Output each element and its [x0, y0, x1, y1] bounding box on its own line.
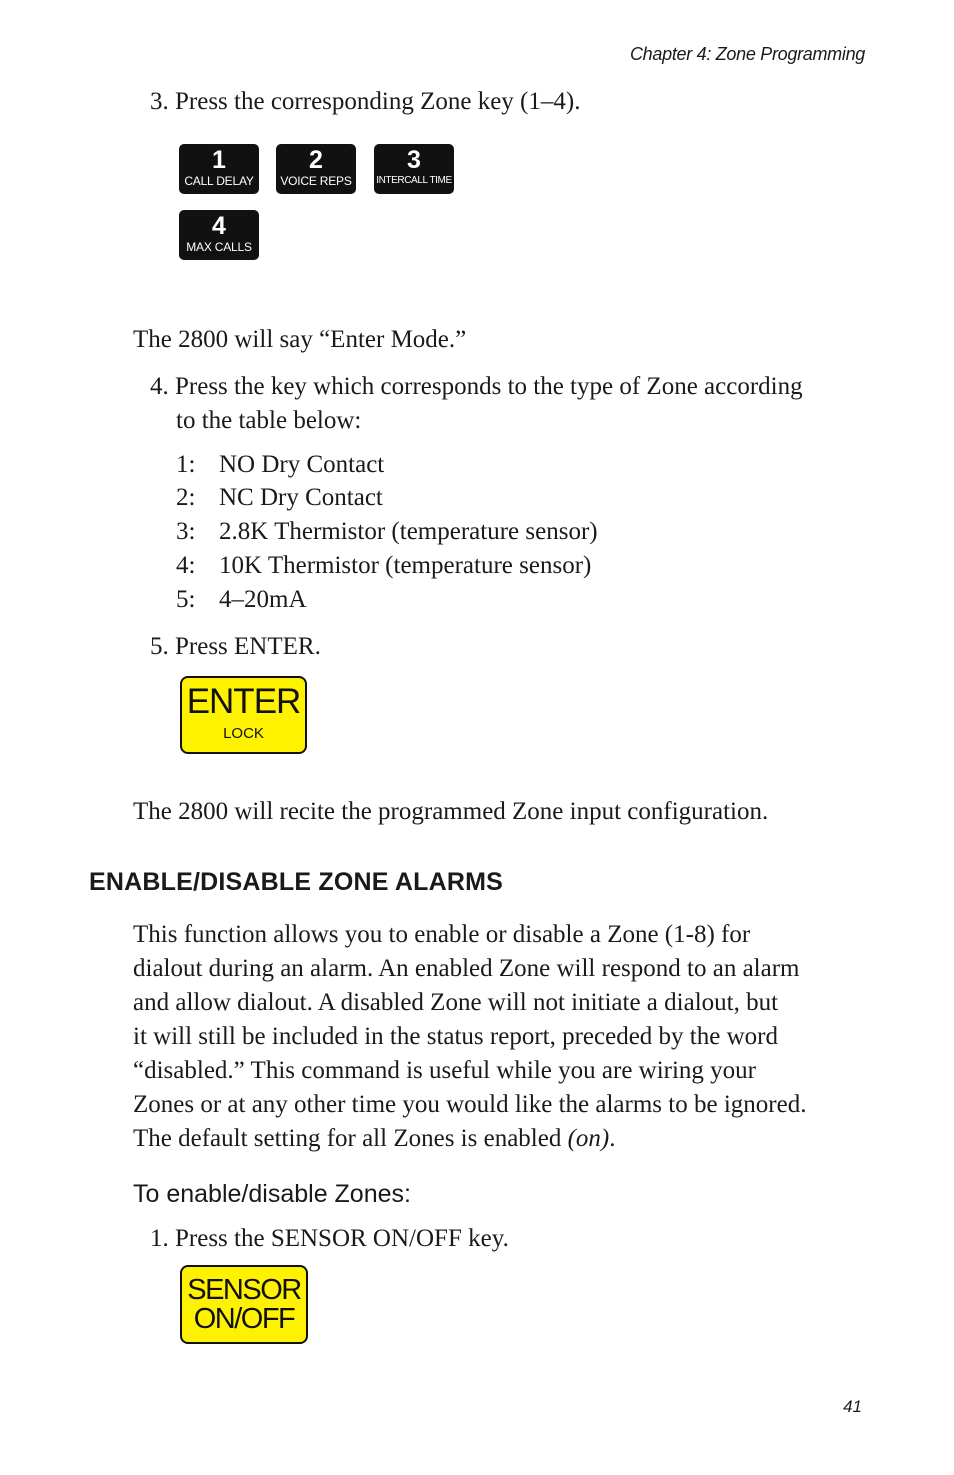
- zone-type-1-key: 1:: [176, 451, 196, 478]
- enter-key-sublabel: LOCK: [223, 725, 264, 742]
- step-5-text: 5. Press ENTER.: [150, 633, 321, 660]
- zone-key-3-label: INTERCALL TIME: [376, 175, 452, 186]
- sensor-key-line-1: SENSOR: [187, 1274, 301, 1306]
- page-number: 41: [843, 1397, 862, 1416]
- zone-key-2: [276, 144, 356, 194]
- zone-key-1-number: 1: [212, 146, 226, 174]
- paragraph-line: it will still be included in the status report, preceded by the word: [133, 1023, 778, 1050]
- zone-type-4-text: 10K Thermistor (temperature sensor): [219, 552, 592, 579]
- paragraph-line: and allow dialout. A disabled Zone will not initiate a dialout, but: [133, 989, 779, 1016]
- step-4-line-2: to the table below:: [176, 407, 362, 434]
- default-setting-period: .: [609, 1125, 616, 1152]
- zone-type-3-key: 3:: [176, 518, 196, 545]
- zone-type-2-text: NC Dry Contact: [219, 484, 383, 511]
- zone-type-4-key: 4:: [176, 552, 196, 579]
- zone-key-1: [179, 144, 259, 194]
- paragraph-line: Zones or at any other time you would like the alarms to be ignored.: [133, 1091, 807, 1118]
- paragraph-line: This function allows you to enable or disable a Zone (1-8) for: [133, 921, 751, 948]
- paragraph-line-last: [133, 1122, 806, 1156]
- default-setting-value: (on): [567, 1125, 610, 1152]
- zone-key-4-label: MAX CALLS: [186, 240, 252, 254]
- recite-text: The 2800 will recite the programmed Zone input configuration.: [133, 798, 769, 825]
- zone-key-2-number: 2: [309, 146, 323, 174]
- paragraph-line: dialout during an alarm. An enabled Zone will respond to an alarm: [133, 955, 800, 982]
- paragraph-line: “disabled.” This command is useful while you are wiring your: [133, 1057, 757, 1084]
- step-1-text: 1. Press the SENSOR ON/OFF key.: [150, 1225, 509, 1252]
- step-4-line-1: 4. Press the key which corresponds to the type of Zone according: [150, 373, 803, 400]
- section-title: ENABLE/DISABLE ZONE ALARMS: [89, 868, 504, 896]
- zone-type-5-text: 4–20mA: [219, 586, 307, 613]
- zone-key-4: [179, 210, 259, 260]
- running-header: Chapter 4: Zone Programming: [629, 44, 865, 64]
- default-setting-text: The default setting for all Zones is enabled: [133, 1125, 568, 1152]
- zone-key-2-label: VOICE REPS: [280, 174, 352, 188]
- zone-type-3-text: 2.8K Thermistor (temperature sensor): [219, 518, 598, 545]
- zone-key-3: [374, 144, 454, 194]
- zone-key-3-number: 3: [407, 146, 421, 174]
- sensor-key-line-2: ON/OFF: [193, 1303, 295, 1335]
- zone-type-1-text: NO Dry Contact: [219, 451, 385, 478]
- zone-key-4-number: 4: [212, 212, 226, 240]
- zone-type-2-key: 2:: [176, 484, 196, 511]
- zone-key-1-label: CALL DELAY: [184, 174, 254, 188]
- procedure-subhead: To enable/disable Zones:: [133, 1180, 411, 1208]
- enter-key-label: ENTER: [186, 682, 301, 721]
- section-paragraph: [133, 918, 806, 1156]
- sensor-on-off-key: [180, 1265, 308, 1344]
- step-3-text: 3. Press the corresponding Zone key (1–4).: [150, 88, 581, 115]
- zone-type-5-key: 5:: [176, 586, 196, 613]
- enter-mode-text: The 2800 will say “Enter Mode.”: [133, 326, 467, 353]
- enter-key: [180, 676, 307, 754]
